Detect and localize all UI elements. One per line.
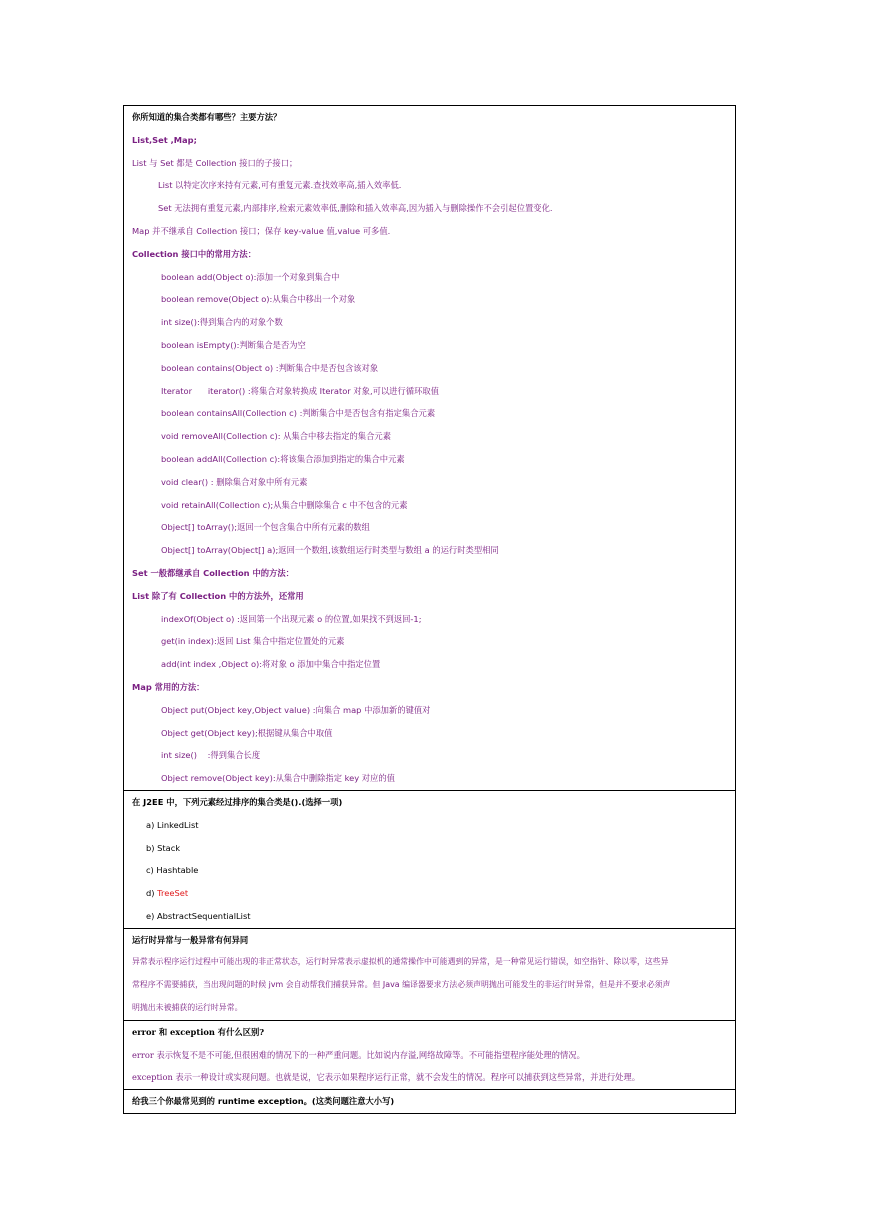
method-line: int size() :得到集合长度 xyxy=(161,750,261,761)
set-heading: Set 一般都继承自 Collection 中的方法： xyxy=(132,567,294,578)
method-line: Object get(Object key);根据键从集合中取值 xyxy=(161,727,333,738)
method-line: indexOf(Object o) :返回第一个出现元素 o 的位置,如果找不到返回-1; xyxy=(161,613,422,624)
exception-description: exception 表示一种设计或实现问题。也就是说，它表示如果程序运行正常，就不会发生的情况。程序可以捕获到这些异常，并进行处理。 xyxy=(132,1072,641,1083)
map-heading: Map 常用的方法： xyxy=(132,681,205,692)
section-title: 你所知道的集合类都有哪些？主要方法？ xyxy=(132,112,282,122)
option-e: e) AbstractSequentialList xyxy=(146,910,251,921)
question-title: 在 J2EE 中，下列元素经过排序的集合类是().(选择一项) xyxy=(132,796,343,807)
map-description: Map 并不继承自 Collection 接口；保存 key-value 值,value 可多值. xyxy=(132,225,391,236)
section-error-exception xyxy=(123,1020,736,1089)
question-title: 给我三个你最常见到的 runtime exception。(这类问题注意大小写) xyxy=(132,1096,395,1107)
list-description: List 以特定次序来持有元素,可有重复元素.查找效率高,插入效率低. xyxy=(158,180,402,191)
collection-heading: Collection 接口中的常用方法： xyxy=(132,248,257,259)
section-j2ee-question xyxy=(123,790,736,928)
section-title: 运行时异常与一般异常有何异同 xyxy=(132,934,249,945)
method-line: void removeAll(Collection c): 从集合中移去指定的集合元素 xyxy=(161,431,391,442)
method-line: boolean remove(Object o):从集合中移出一个对象 xyxy=(161,294,356,305)
method-line: int size():得到集合内的对象个数 xyxy=(161,317,283,328)
section-title: error 和 exception 有什么区别? xyxy=(132,1026,265,1037)
set-description: Set 无法拥有重复元素,内部排序,检索元素效率低,删除和插入效率高,因为插入与删除操作不会引起位置变化. xyxy=(158,203,553,214)
method-line: Iterator iterator() :将集合对象转换成 Iterator 对象,可以进行循环取值 xyxy=(161,385,439,396)
method-line: void clear() : 删除集合对象中所有元素 xyxy=(161,476,308,487)
option-d-prefix: d) xyxy=(146,888,158,899)
list-heading: List 除了有 Collection 中的方法外，还常用 xyxy=(132,590,304,601)
method-line: boolean add(Object o):添加一个对象到集合中 xyxy=(161,271,340,282)
document-table xyxy=(123,105,736,1114)
method-line: boolean contains(Object o) :判断集合中是否包含该对象 xyxy=(161,362,379,373)
paragraph-line: 常程序不需要捕获，当出现问题的时候 jvm 会自动帮我们捕获异常。但 Java 编译器要求方法必须声明抛出可能发生的非运行时异常，但是并不要求必须声 xyxy=(132,980,671,990)
section-collections xyxy=(123,105,736,790)
option-a: a) LinkedList xyxy=(146,819,199,830)
heading-list-set-map: List,Set ,Map; xyxy=(132,134,197,145)
option-d xyxy=(132,882,727,905)
section-runtime-question xyxy=(123,1089,736,1114)
option-b: b) Stack xyxy=(146,842,181,853)
paragraph-line: 明抛出未被捕获的运行时异常。 xyxy=(132,1003,243,1013)
option-c: c) Hashtable xyxy=(146,865,199,876)
method-line: boolean addAll(Collection c):将该集合添加到指定的集合中元素 xyxy=(161,453,405,464)
method-line: add(int index ,Object o):将对象 o 添加中集合中指定位置 xyxy=(161,659,381,670)
method-line: boolean containsAll(Collection c) :判断集合中是否包含有指定集合元素 xyxy=(161,408,436,419)
method-line: Object put(Object key,Object value) :向集合 map 中添加新的键值对 xyxy=(161,704,431,715)
method-line: Object[] toArray();返回一个包含集合中所有元素的数组 xyxy=(161,522,370,533)
answer-treeset: TreeSet xyxy=(157,888,189,899)
paragraph-line: 异常表示程序运行过程中可能出现的非正常状态，运行时异常表示虚拟机的通常操作中可能遇到的异常，是一种常见运行错误，如空指针、除以零，这些异 xyxy=(132,957,669,967)
error-description: error 表示恢复不是不可能,但很困难的情况下的一种严重问题。比如说内存溢,网络故障等。不可能指望程序能处理的情况。 xyxy=(132,1049,585,1060)
method-line: Object[] toArray(Object[] a);返回一个数组,该数组运行时类型与数组 a 的运行时类型相同 xyxy=(161,545,499,556)
section-runtime-exception xyxy=(123,928,736,1020)
method-line: get(in index):返回 List 集合中指定位置处的元素 xyxy=(161,636,345,647)
method-line: Object remove(Object key):从集合中删除指定 key 对应的值 xyxy=(161,773,395,784)
method-line: void retainAll(Collection c);从集合中删除集合 c 中不包含的元素 xyxy=(161,499,408,510)
paragraph: List 与 Set 都是 Collection 接口的子接口； xyxy=(132,157,298,168)
method-line: boolean isEmpty():判断集合是否为空 xyxy=(161,339,306,350)
